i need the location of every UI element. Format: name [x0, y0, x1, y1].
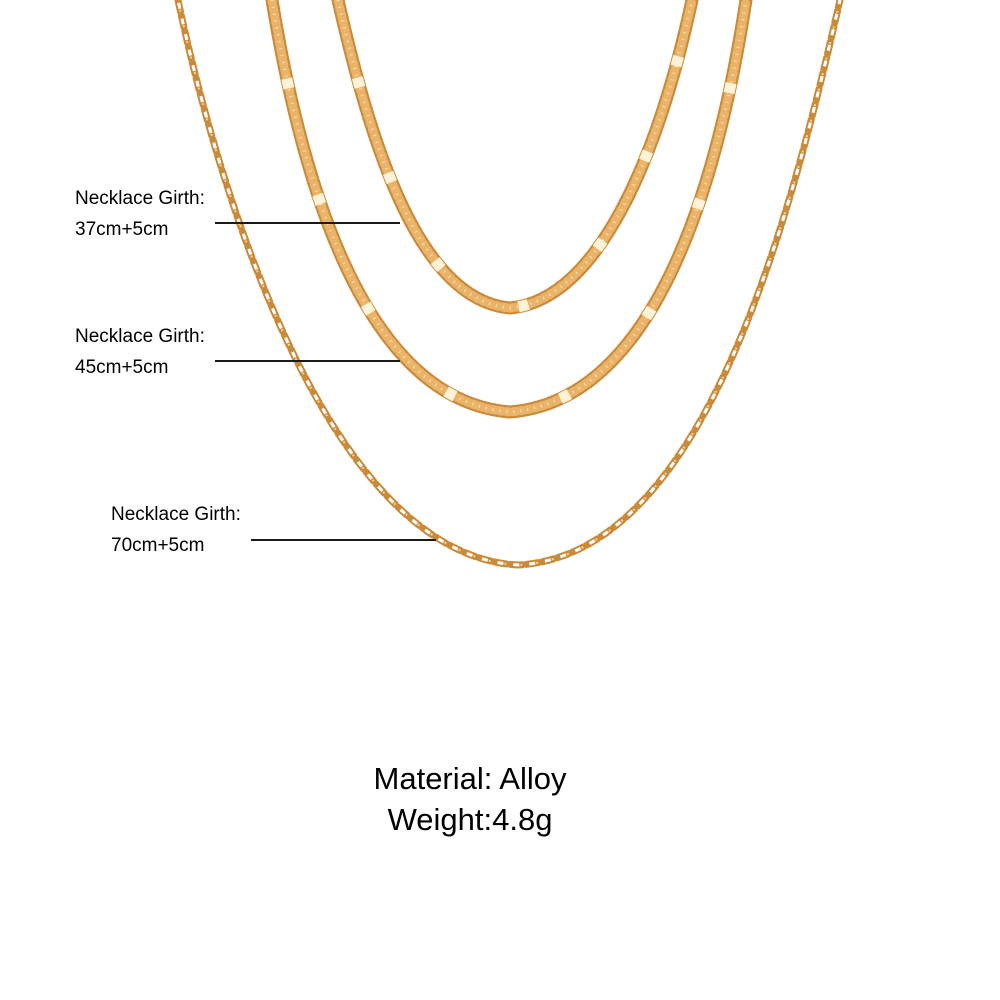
necklace-chain-long: [178, 0, 840, 565]
girth-title: Necklace Girth:: [75, 188, 205, 209]
weight-text: Weight:4.8g: [387, 802, 553, 837]
girth-title: Necklace Girth:: [75, 326, 205, 347]
girth-label-medium: [75, 321, 205, 383]
necklace-chain-short: [338, 0, 692, 308]
material-text: Material: Alloy: [373, 761, 567, 796]
leader-line-medium: [215, 360, 400, 362]
leader-line-long: [251, 539, 436, 541]
girth-label-short: [75, 183, 205, 245]
girth-title: Necklace Girth:: [111, 504, 241, 525]
girth-value: 37cm+5cm: [75, 219, 169, 240]
girth-label-long: [111, 499, 241, 561]
leader-line-short: [215, 222, 400, 224]
girth-value: 45cm+5cm: [75, 357, 169, 378]
girth-value: 70cm+5cm: [111, 535, 205, 556]
